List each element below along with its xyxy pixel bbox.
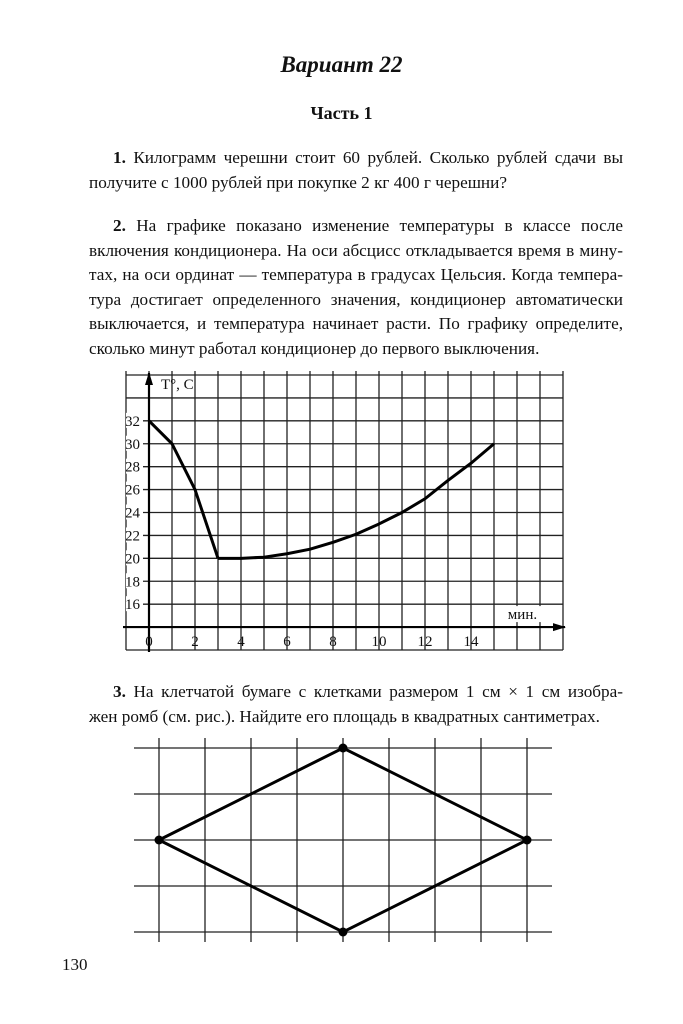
y-tick-label: 22 [125,528,140,545]
y-tick-label: 24 [125,505,140,522]
problem-text-line: На графике показано изменение температуры в классе после [136,216,623,235]
y-tick-label: 16 [125,597,140,614]
x-tick-label: 4 [237,634,245,651]
rhombus-vertex [339,744,348,753]
problem-text-line: На клетчатой бумаге с клетками размером 1 см × 1 см изобра- [133,682,623,701]
problem-text-line: жен ромб (см. рис.). Найдите его площадь в квадратных сантиметрах. [89,706,600,726]
x-tick-label: 14 [463,634,479,651]
problem-number: 1. [113,148,126,167]
problem-number: 3. [113,682,126,701]
page-number: 130 [62,955,88,974]
x-tick-label: 10 [371,634,387,651]
rhombus-vertex [339,928,348,937]
x-tick-label: 2 [191,634,199,651]
problem-text-line: включения кондиционера. На оси абсцисс откладывается время в мину- [89,240,623,260]
y-tick-label: 26 [125,482,140,499]
y-tick-label: 20 [125,551,140,568]
y-tick-label: 32 [125,413,140,430]
x-tick-label: 8 [329,634,337,651]
x-tick-label: 6 [283,634,291,651]
rhombus-vertex [155,836,164,845]
problem-text-line: сколько минут работал кондиционер до первого выключения. [89,338,540,358]
problem-text-line: Килограмм черешни стоит 60 рублей. Сколько рублей сдачи вы [133,148,623,167]
x-axis-label: мин. [507,607,538,624]
problem-number: 2. [113,216,126,235]
problem-text-line: выключается, и температура начинает расти. По графику определите, [89,314,623,333]
problem-text-line: тах, на оси ординат — температура в градусах Цельсия. Когда темпера- [89,265,623,284]
y-axis-label: T°, C [161,377,194,393]
problem-text-line: получите с 1000 рублей при покупке 2 кг 400 г черешни? [89,172,507,192]
variant-title: Вариант 22 [280,52,403,77]
y-tick-label: 18 [125,574,140,591]
part-heading: Часть 1 [310,103,373,123]
x-tick-label: 0 [145,634,153,651]
rhombus-vertex [523,836,532,845]
x-tick-label: 12 [417,634,433,651]
y-tick-label: 28 [125,459,140,476]
problem-text-line: тура достигает определенного значения, кондиционер автоматически [89,289,623,309]
y-tick-label: 30 [125,436,140,453]
